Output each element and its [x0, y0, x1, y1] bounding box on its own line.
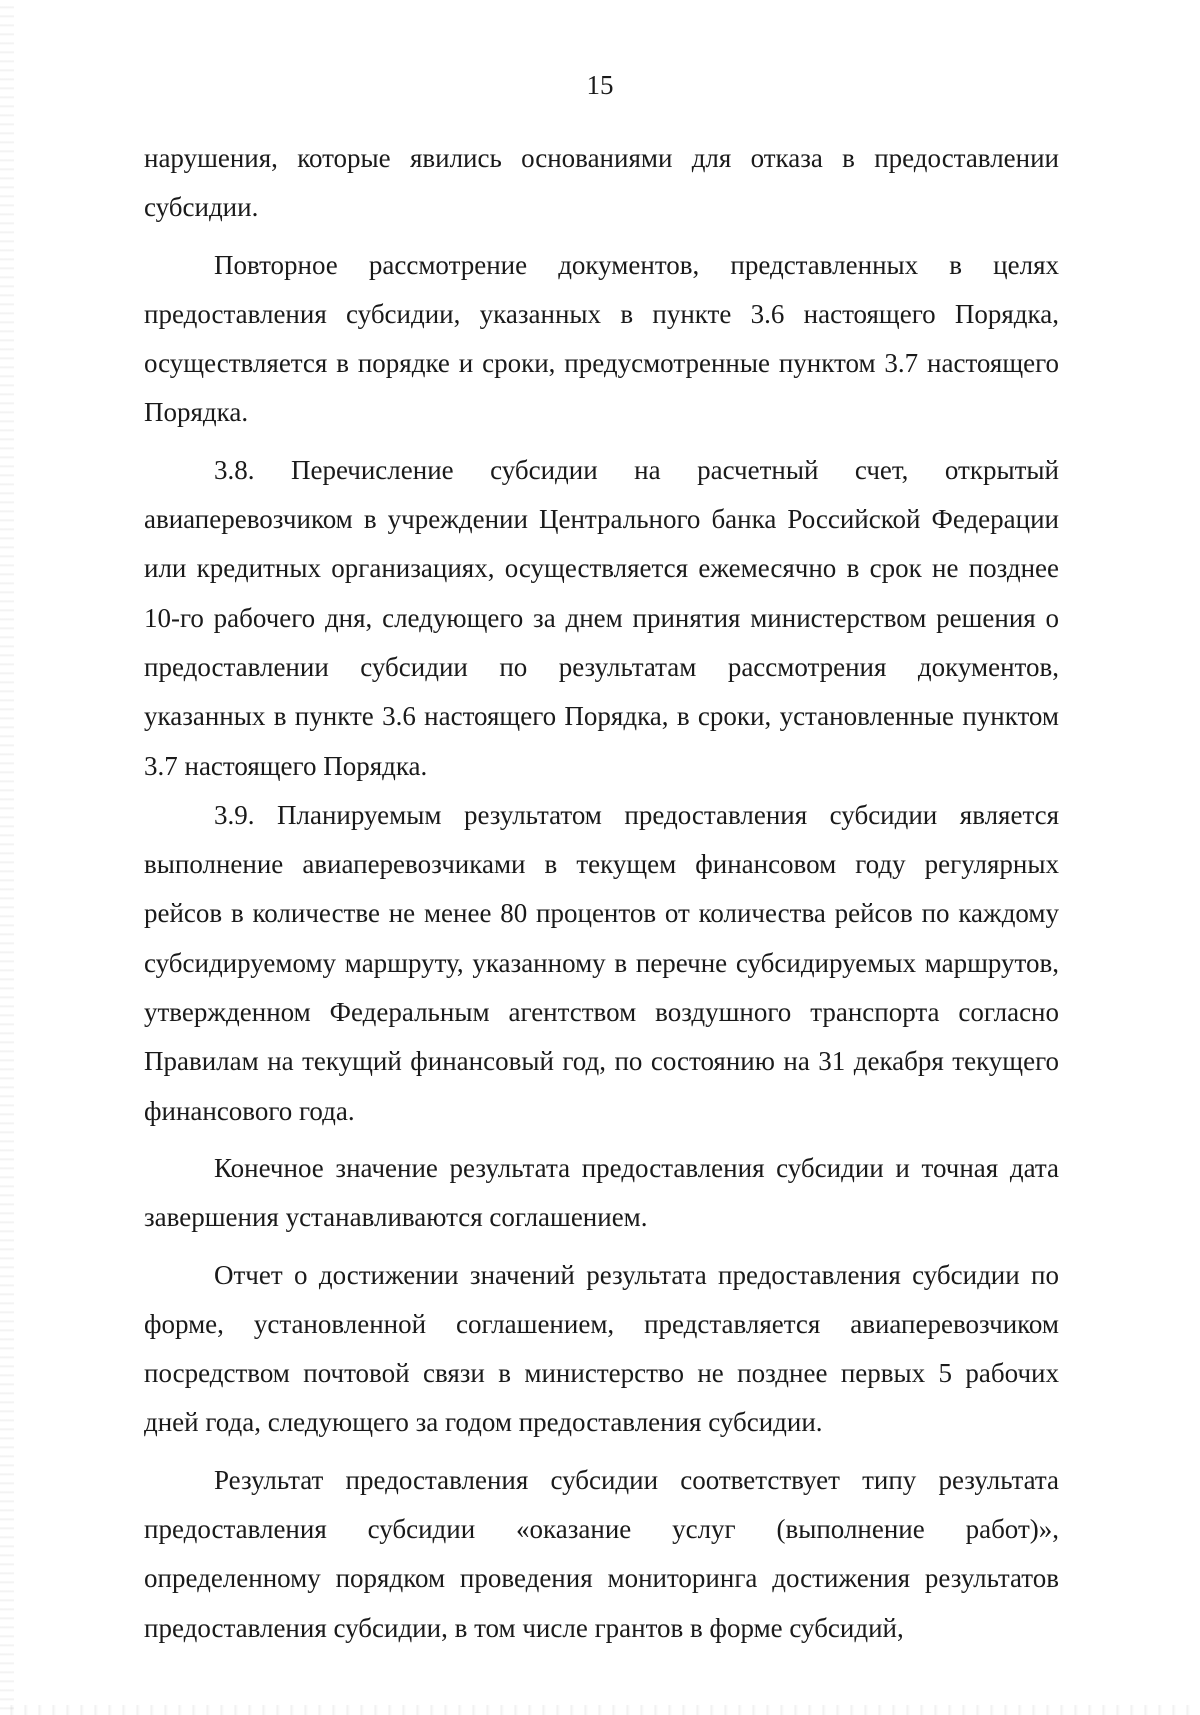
scan-bottom-noise [0, 1705, 1200, 1715]
paragraph: Повторное рассмотрение документов, представленных в целях предоставления субсидии, указанных в пункте 3.6 настоящего Порядка, осуществляется в порядке и сроки, предусмотренные пунктом 3.7 настоящего Порядка. [144, 249, 1059, 428]
paragraph: Результат предоставления субсидии соответствует типу результата предоставления субсидии «оказание услуг (выполнение работ)», определенному порядком проведения мониторинга достижения результатов предоставления субсидии, в том числе грантов в форме субсидий, [144, 1464, 1059, 1643]
paragraph: Отчет о достижении значений результата предоставления субсидии по форме, установленной соглашением, представляется авиаперевозчиком посредством почтовой связи в министерство не позднее первых 5 рабочих дней года, следующего за годом предоставления субсидии. [144, 1259, 1059, 1438]
paragraph: 3.8. Перечисление субсидии на расчетный счет, открытый авиаперевозчиком в учреждении Центрального банка Российской Федерации или кредитных организациях, осуществляется ежемесячно в срок не позднее 10-го рабочего дня, следующего за днем принятия министерством решения о предоставлении субсидии по результатам рассмотрения документов, указанных в пункте 3.6 настоящего Порядка, в сроки, установленные пунктом 3.7 настоящего Порядка. [144, 454, 1059, 781]
scan-edge-noise [0, 0, 14, 1715]
document-body [144, 134, 1059, 1653]
paragraph: 3.9. Планируемым результатом предоставления субсидии является выполнение авиаперевозчиками в текущем финансовом году регулярных рейсов в количестве не менее 80 процентов от количества рейсов по каждому субсидируемому маршруту, указанному в перечне субсидируемых маршрутов, утвержденном Федеральным агентством воздушного транспорта согласно Правилам на текущий финансовый год, по состоянию на 31 декабря текущего финансового года. [144, 799, 1059, 1126]
paragraph: Конечное значение результата предоставления субсидии и точная дата завершения устанавливаются соглашением. [144, 1152, 1059, 1233]
paragraph: нарушения, которые явились основаниями для отказа в предоставлении субсидии. [144, 143, 1059, 223]
page-number: 15 [586, 70, 614, 100]
